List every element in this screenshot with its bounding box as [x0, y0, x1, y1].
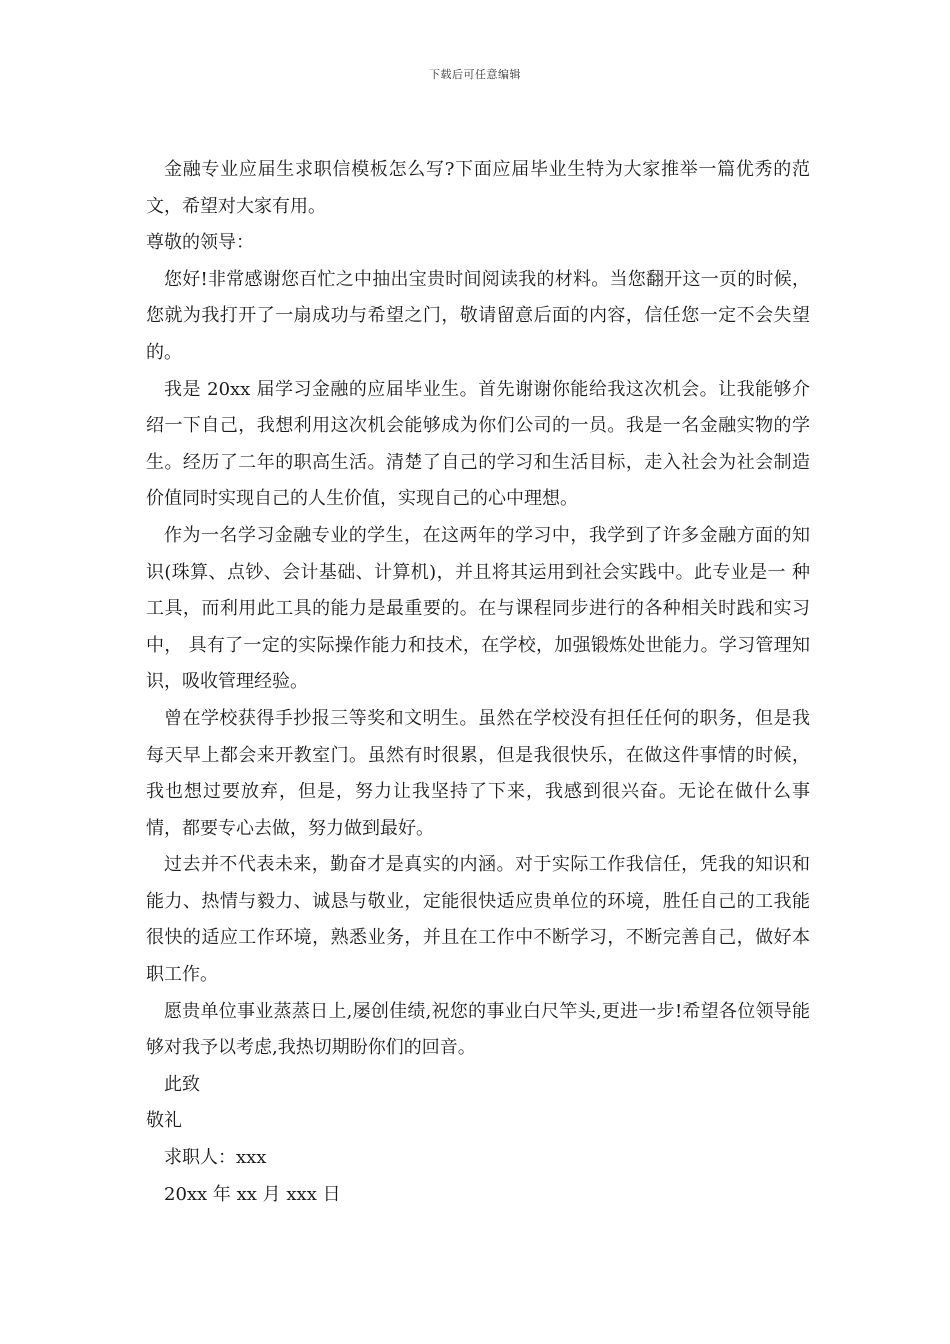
closing-jing-li: 敬礼 [146, 1110, 182, 1132]
letter-body [146, 152, 810, 1213]
letter-date: 20xx 年 xx 月 xxx 日 [164, 1183, 341, 1205]
page-header: 下载后可任意编辑 [429, 68, 521, 81]
closing-ci-zhi: 此致 [164, 1073, 200, 1095]
body-paragraph-6: 愿贵单位事业蒸蒸日上,屡创佳绩,祝您的事业白尺竿头,更进一步!希望各位领导能够对我予以考虑,我热切期盼你们的回音。 [146, 1000, 810, 1059]
body-paragraph-4: 曾在学校获得手抄报三等奖和文明生。虽然在学校没有担任任何的职务，但是我每天早上都会来开教室门。虽然有时很累，但是我很快乐，在做这件事情的时候，我也想过要放弃，但是，努力让我坚持了下来，我感到很兴奋。无论在做什么事情，都要专心去做，努力做到最好。 [146, 707, 810, 839]
body-paragraph-1: 您好!非常感谢您百忙之中抽出宝贵时间阅读我的材料。当您翻开这一页的时候，您就为我打开了一扇成功与希望之门，敬请留意后面的内容，信任您一定不会失望的。 [146, 268, 810, 363]
signature: 求职人：xxx [164, 1147, 267, 1169]
body-paragraph-3: 作为一名学习金融专业的学生，在这两年的学习中，我学到了许多金融方面的知识(珠算、点钞、会计基础、计算机)，并且将其运用到社会实践中。此专业是一 种工具，而利用此工具的能力是最重要的。在与课程同步进行的各种相关时践和实习中， 具有了一定的实际操作能力和技术，在学校，加强锻炼处世能力。学习管理知识，吸收管理经验。 [146, 524, 810, 693]
intro-paragraph: 金融专业应届生求职信模板怎么写?下面应届毕业生特为大家推举一篇优秀的范文，希望对大家有用。 [146, 159, 810, 217]
body-paragraph-2: 我是 20xx 届学习金融的应届毕业生。首先谢谢你能给我这次机会。让我能够介绍一下自己，我想利用这次机会能够成为你们公司的一员。我是一名金融实物的学生。经历了二年的职高生活。清楚了自己的学习和生活目标，走入社会为社会制造价值同时实现自己的人生价值，实现自己的心中理想。 [146, 378, 810, 510]
salutation: 尊敬的领导： [146, 232, 254, 254]
body-paragraph-5: 过去并不代表未来，勤奋才是真实的内涵。对于实际工作我信任，凭我的知识和能力、热情与毅力、诚恳与敬业，定能很快适应贵单位的环境，胜任自己的工我能很快的适应工作环境，熟悉业务，并且在工作中不断学习，不断完善自己，做好本职工作。 [146, 854, 810, 986]
